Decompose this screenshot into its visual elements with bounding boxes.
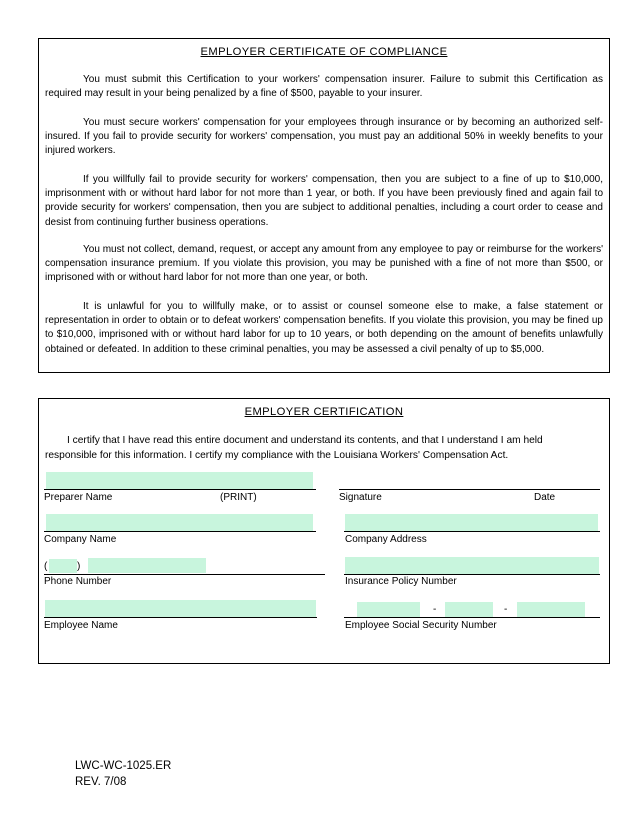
area-code-input[interactable] — [49, 559, 77, 573]
date-label: Date — [534, 492, 556, 503]
ssn-dash-2: - — [504, 604, 508, 615]
employee-name-label: Employee Name — [44, 620, 118, 631]
company-name-input[interactable] — [46, 514, 313, 531]
notice-paragraph-3: If you willfully fail to provide security for workers' compensation, then you are subject to a fine of up to $10,000, imprisonment with or without hard labor for not more than 1 year, or both. If you have been previously fined and again fail to provide security for workers' compensation, then you are subject to additional penalties, including a court order to cease and desist from continuing further business operations. — [45, 174, 603, 228]
employer-certification-box — [38, 398, 610, 664]
notice-paragraph-4: You must not collect, demand, request, or accept any amount from any employee to pay or reimburse for the workers' compensation insurance premium. If you violate this provision, you may be punished with a fine of not more than $500, or imprisoned with or without hard labor for not more than one year, or both. — [45, 244, 603, 284]
insurance-policy-input[interactable] — [345, 557, 599, 574]
compliance-notice-box — [38, 38, 610, 373]
notice-paragraph-2: You must secure workers' compensation for your employees through insurance or by becoming an authorized self-insured. If you fail to provide security for workers' compensation, you must pay an additional 50% in weekly benefits to your injured workers. — [45, 117, 603, 157]
print-label: (PRINT) — [220, 492, 257, 503]
notice-paragraph-5: It is unlawful for you to willfully make, or to assist or counsel someone else to make, a false statement or representation in order to obtain or to defeat workers' compensation benefits. If you violate this provision, you may be fined up to $10,000, imprisoned with or without hard labor for up to 10 years, or both depending on the amount of benefits unlawfully obtained or defeated. In addition to these criminal penalties, you may be assessed a civil penalty of up to $5,000. — [45, 301, 603, 355]
company-address-line — [344, 531, 600, 532]
employee-ssn-label: Employee Social Security Number — [345, 620, 497, 631]
company-address-input[interactable] — [345, 514, 598, 531]
form-number: LWC-WC-1025.ER — [75, 760, 172, 772]
area-code-close-paren: ) — [77, 561, 81, 572]
signature-date-line — [339, 489, 600, 490]
preparer-name-line — [44, 489, 316, 490]
insurance-policy-line — [344, 574, 600, 575]
phone-number-label: Phone Number — [44, 576, 112, 587]
company-name-line — [44, 531, 316, 532]
area-code-open-paren: ( — [44, 561, 48, 572]
ssn-dash-1: - — [433, 604, 437, 615]
signature-label: Signature — [339, 492, 382, 503]
ssn-part1-input[interactable] — [357, 602, 420, 617]
employee-ssn-line — [344, 617, 600, 618]
insurance-policy-label: Insurance Policy Number — [345, 576, 457, 587]
employee-name-line — [44, 617, 317, 618]
phone-number-input[interactable] — [88, 558, 206, 573]
ssn-part2-input[interactable] — [445, 602, 493, 617]
employee-name-input[interactable] — [45, 600, 316, 617]
phone-number-line — [44, 574, 325, 575]
preparer-name-label: Preparer Name — [44, 492, 113, 503]
certification-statement: I certify that I have read this entire document and understand its contents, and that I understand I am held responsible for this information. I certify my compliance with the Louisiana Workers' Compensation Act. — [45, 435, 543, 461]
compliance-title: EMPLOYER CERTIFICATE OF COMPLIANCE — [200, 46, 448, 58]
ssn-part3-input[interactable] — [517, 602, 585, 617]
preparer-name-input[interactable] — [46, 472, 313, 489]
form-revision: REV. 7/08 — [75, 776, 127, 788]
company-address-label: Company Address — [345, 534, 427, 545]
notice-paragraph-1: You must submit this Certification to your workers' compensation insurer. Failure to submit this Certification as required may result in your being penalized by a fine of $500, payable to your insurer. — [45, 74, 603, 100]
certification-title: EMPLOYER CERTIFICATION — [244, 406, 404, 418]
company-name-label: Company Name — [44, 534, 117, 545]
